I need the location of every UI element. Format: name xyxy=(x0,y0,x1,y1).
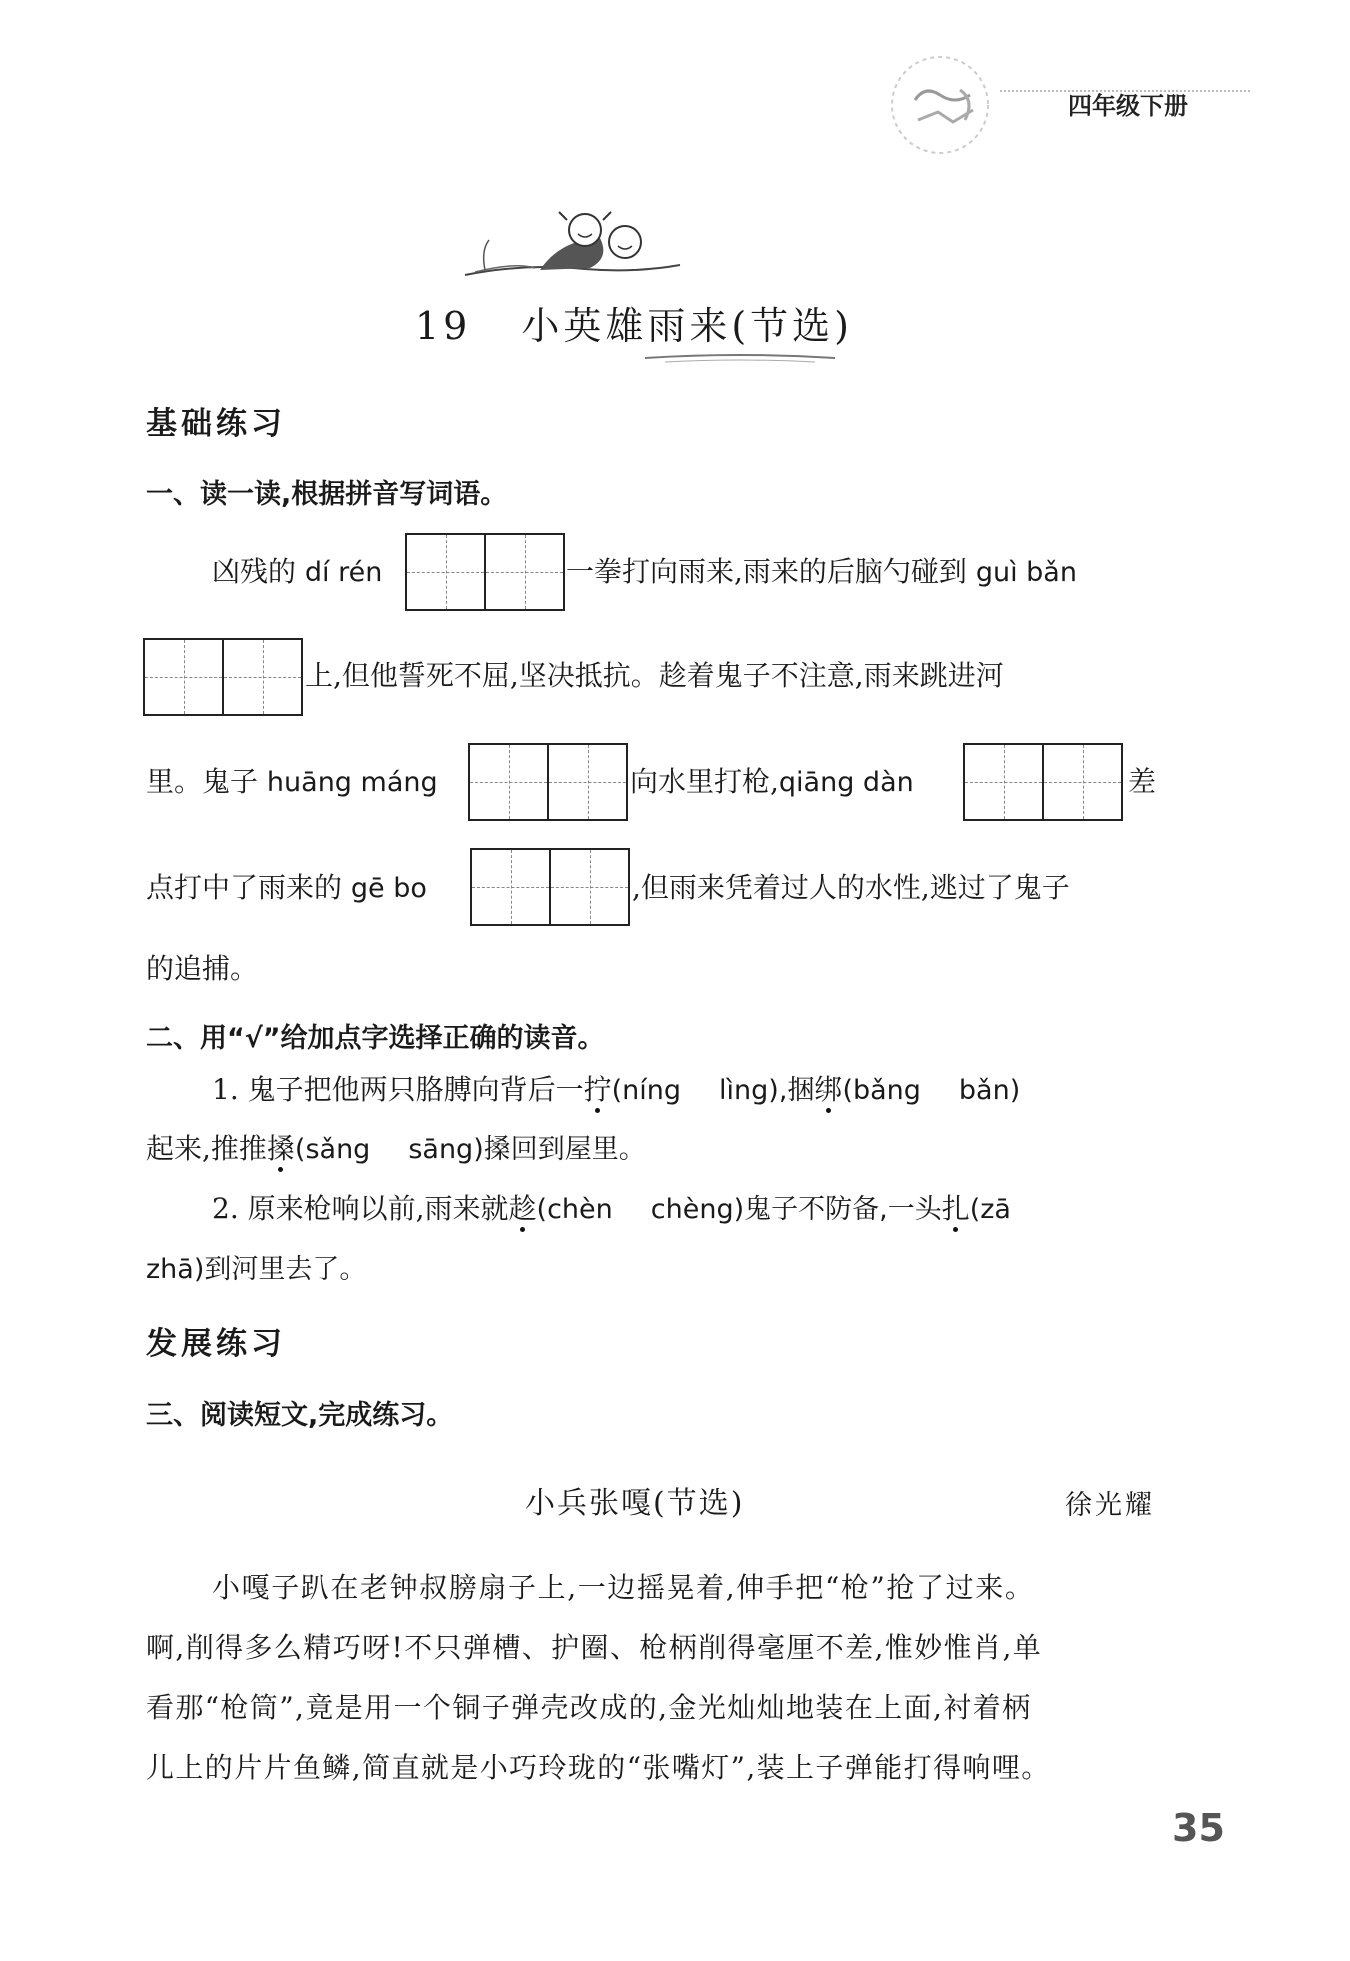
q1-line-3b: 向水里打枪,qiāng dàn xyxy=(630,765,914,798)
page-number: 35 xyxy=(1172,1806,1225,1850)
q2-item-1: 1. 鬼子把他两只胳膊向背后一拧(níng lìng),捆绑(bǎng bǎn) xyxy=(212,1073,1021,1106)
passage-author: 徐光耀 xyxy=(1065,1490,1155,1521)
lesson-title xyxy=(415,295,853,350)
title-underline xyxy=(640,352,840,364)
answer-box-huangmang[interactable] xyxy=(468,743,628,821)
lesson-title-text: 小英雄雨来(节选) xyxy=(521,304,854,348)
passage-title: 小兵张嘎(节选) xyxy=(525,1486,745,1521)
q1-line-4a: 点打中了雨来的 gē bo xyxy=(146,871,427,904)
question-1-heading: 一、读一读,根据拼音写词语。 xyxy=(146,479,508,510)
publisher-stamp-logo xyxy=(860,50,1030,160)
q2-item-1-cont: 起来,推推搡(sǎng sāng)搡回到屋里。 xyxy=(146,1132,646,1165)
lesson-number: 19 xyxy=(415,304,472,348)
passage-line-4: 儿上的片片鱼鳞,简直就是小巧玲珑的“张嘴灯”,装上子弹能打得响哩。 xyxy=(146,1751,1051,1784)
q1-line-1b: 一拳打向雨来,雨来的后脑勺碰到 guì bǎn xyxy=(566,555,1077,588)
q1-line-1a: 凶残的 dí rén xyxy=(212,555,383,588)
q2-item-2-cont: zhā)到河里去了。 xyxy=(146,1254,367,1285)
passage-line-1: 小嘎子趴在老钟叔膀扇子上,一边摇晃着,伸手把“枪”抢了过来。 xyxy=(212,1571,1035,1604)
q1-line-3c: 差 xyxy=(1128,765,1157,798)
passage-line-3: 看那“枪筒”,竟是用一个铜子弹壳改成的,金光灿灿地装在上面,衬着柄 xyxy=(146,1691,1032,1724)
children-illustration xyxy=(455,200,685,290)
section-basic-practice: 基础练习 xyxy=(146,406,286,442)
q1-line-3a: 里。鬼子 huāng máng xyxy=(146,765,438,798)
answer-box-diren[interactable] xyxy=(405,533,565,611)
q1-line-2: 上,但他誓死不屈,坚决抵抗。趁着鬼子不注意,雨来跳进河 xyxy=(305,659,1004,692)
q1-line-5: 的追捕。 xyxy=(146,952,259,985)
grade-label: 四年级下册 xyxy=(1068,92,1188,120)
question-3-heading: 三、阅读短文,完成练习。 xyxy=(146,1400,454,1431)
answer-box-gebo[interactable] xyxy=(470,848,630,926)
answer-box-guiban[interactable] xyxy=(143,638,303,716)
q2-item-2: 2. 原来枪响以前,雨来就趁(chèn chèng)鬼子不防备,一头扎(zā xyxy=(212,1192,1011,1225)
answer-box-qiangdan[interactable] xyxy=(963,743,1123,821)
question-2-heading: 二、用“√”给加点字选择正确的读音。 xyxy=(146,1023,605,1054)
q1-line-4b: ,但雨来凭着过人的水性,逃过了鬼子 xyxy=(632,871,1070,904)
passage-line-2: 啊,削得多么精巧呀!不只弹槽、护圈、枪柄削得毫厘不差,惟妙惟肖,单 xyxy=(146,1631,1043,1664)
section-development-practice: 发展练习 xyxy=(146,1326,286,1362)
